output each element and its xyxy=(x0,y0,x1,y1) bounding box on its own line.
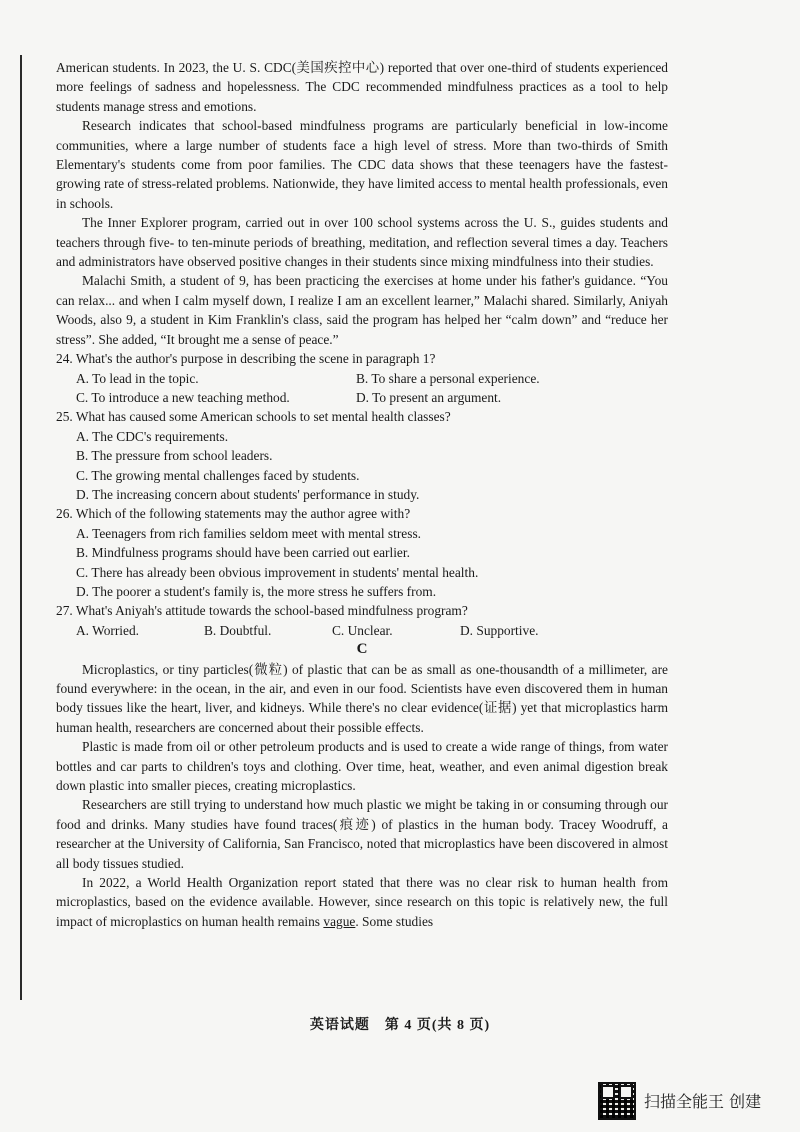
option-b: B. To share a personal experience. xyxy=(356,370,540,386)
option-c: C. Unclear. xyxy=(332,622,393,638)
section-c-heading: C xyxy=(356,641,368,658)
option-c: C. There has already been obvious improvement in students' mental health. xyxy=(76,564,479,580)
question-24-stem: 24. What's the author's purpose in describing the scene in paragraph 1? xyxy=(56,351,436,367)
option-b: B. The pressure from school leaders. xyxy=(76,448,273,464)
question-24-options-row2 xyxy=(76,388,668,407)
option-b: B. Mindfulness programs should have been carried out earlier. xyxy=(76,545,410,561)
scanner-watermark: 扫描全能王 创建 xyxy=(644,1092,762,1111)
question-26-stem: 26. Which of the following statements may the author agree with? xyxy=(56,506,411,522)
page-footer: 英语试题 第 4 页(共 8 页) xyxy=(309,1018,491,1033)
option-b: B. Doubtful. xyxy=(204,622,272,638)
option-d: D. Supportive. xyxy=(460,622,539,638)
binding-margin-line xyxy=(20,55,22,1000)
passage-c-paragraph-3: Researchers are still trying to understand how much plastic we might be taking in or consuming through our food and drinks. Many studies have found traces(痕迹) of plastics in the human body. Tracey Woodruff, a researcher at the University of California, San Francisco, noted that microplastics have been discovered in almost all body tissues studied. xyxy=(56,797,668,871)
option-a: A. The CDC's requirements. xyxy=(76,428,229,444)
paragraph-4-tail: . Some studies xyxy=(355,913,434,929)
option-c: C. The growing mental challenges faced by students. xyxy=(76,467,360,483)
option-a: A. Worried. xyxy=(76,622,140,638)
question-24-options xyxy=(76,369,668,388)
option-d: D. To present an argument. xyxy=(356,389,502,405)
option-a: A. Teenagers from rich families seldom meet with mental stress. xyxy=(76,525,422,541)
option-d: D. The increasing concern about students' performance in study. xyxy=(76,486,420,502)
passage-b-paragraph-2: The Inner Explorer program, carried out in over 100 school systems across the U. S., guides students and teachers through five- to ten-minute periods of breathing, meditation, and reflection several times a day. Teachers and administrators have observed positive changes in their students since mixing mindfulness into their studies. xyxy=(56,215,668,270)
passage-c-paragraph-2: Plastic is made from oil or other petroleum products and is used to create a wide range of things, from water bottles and car parts to children's toys and clothing. Over time, heat, weather, and even animal digestion break down plastic into smaller pieces, creating microplastics. xyxy=(56,739,668,794)
paragraph-4-text: In 2022, a World Health Organization report stated that there was no clear risk to human health from microplastics, based on the evidence available. However, since research on this topic is relatively new, the full impact of microplastics on human health remains xyxy=(56,875,668,929)
question-25-stem: 25. What has caused some American schools to set mental health classes? xyxy=(56,409,451,425)
underlined-word-vague: vague xyxy=(323,913,356,929)
question-27-stem: 27. What's Aniyah's attitude towards the school-based mindfulness program? xyxy=(56,603,468,619)
option-c: C. To introduce a new teaching method. xyxy=(76,389,290,405)
question-27-options xyxy=(76,621,668,640)
qr-code-icon xyxy=(598,1082,636,1120)
passage-c-paragraph-4 xyxy=(56,873,668,931)
passage-b-paragraph-1: Research indicates that school-based mindfulness programs are particularly beneficial in low-income communities, where a large number of students face a high level of stress. More than two-thirds of Smith Elementary's students come from poor families. The CDC data shows that these teenagers have the fastest-growing rate of stress-related problems. Nationwide, they have limited access to mental health professionals, even in schools. xyxy=(56,118,668,211)
option-d: D. The poorer a student's family is, the more stress he suffers from. xyxy=(76,583,437,599)
passage-b-paragraph-3: Malachi Smith, a student of 9, has been practicing the exercises at home under his father's guidance. “You can relax... and when I calm myself down, I realize I am an excellent learner,” Malachi shared. Similarly, Aniyah Woods, also 9, a student in Kim Franklin's class, said the program has helped her “calm down” and “reduce her stress”. She added, “It brought me a sense of peace.” xyxy=(56,273,668,347)
exam-page-content xyxy=(56,58,668,931)
passage-b-paragraph-0: American students. In 2023, the U. S. CDC(美国疾控中心) reported that over one-third of students experienced more feelings of sadness and hopelessness. The CDC recommended mindfulness practices as a tool to help students manage stress and emotions. xyxy=(56,60,668,114)
passage-c-paragraph-1: Microplastics, or tiny particles(微粒) of plastic that can be as small as one-thousandth of a millimeter, are found everywhere: in the ocean, in the air, and even in our food. Scientists have even discovered them in human body tissues like the heart, liver, and kidneys. While there's no clear evidence(证据) yet that microplastics harm human health, researchers are concerned about their possible effects. xyxy=(56,661,668,735)
option-a: A. To lead in the topic. xyxy=(76,370,199,386)
